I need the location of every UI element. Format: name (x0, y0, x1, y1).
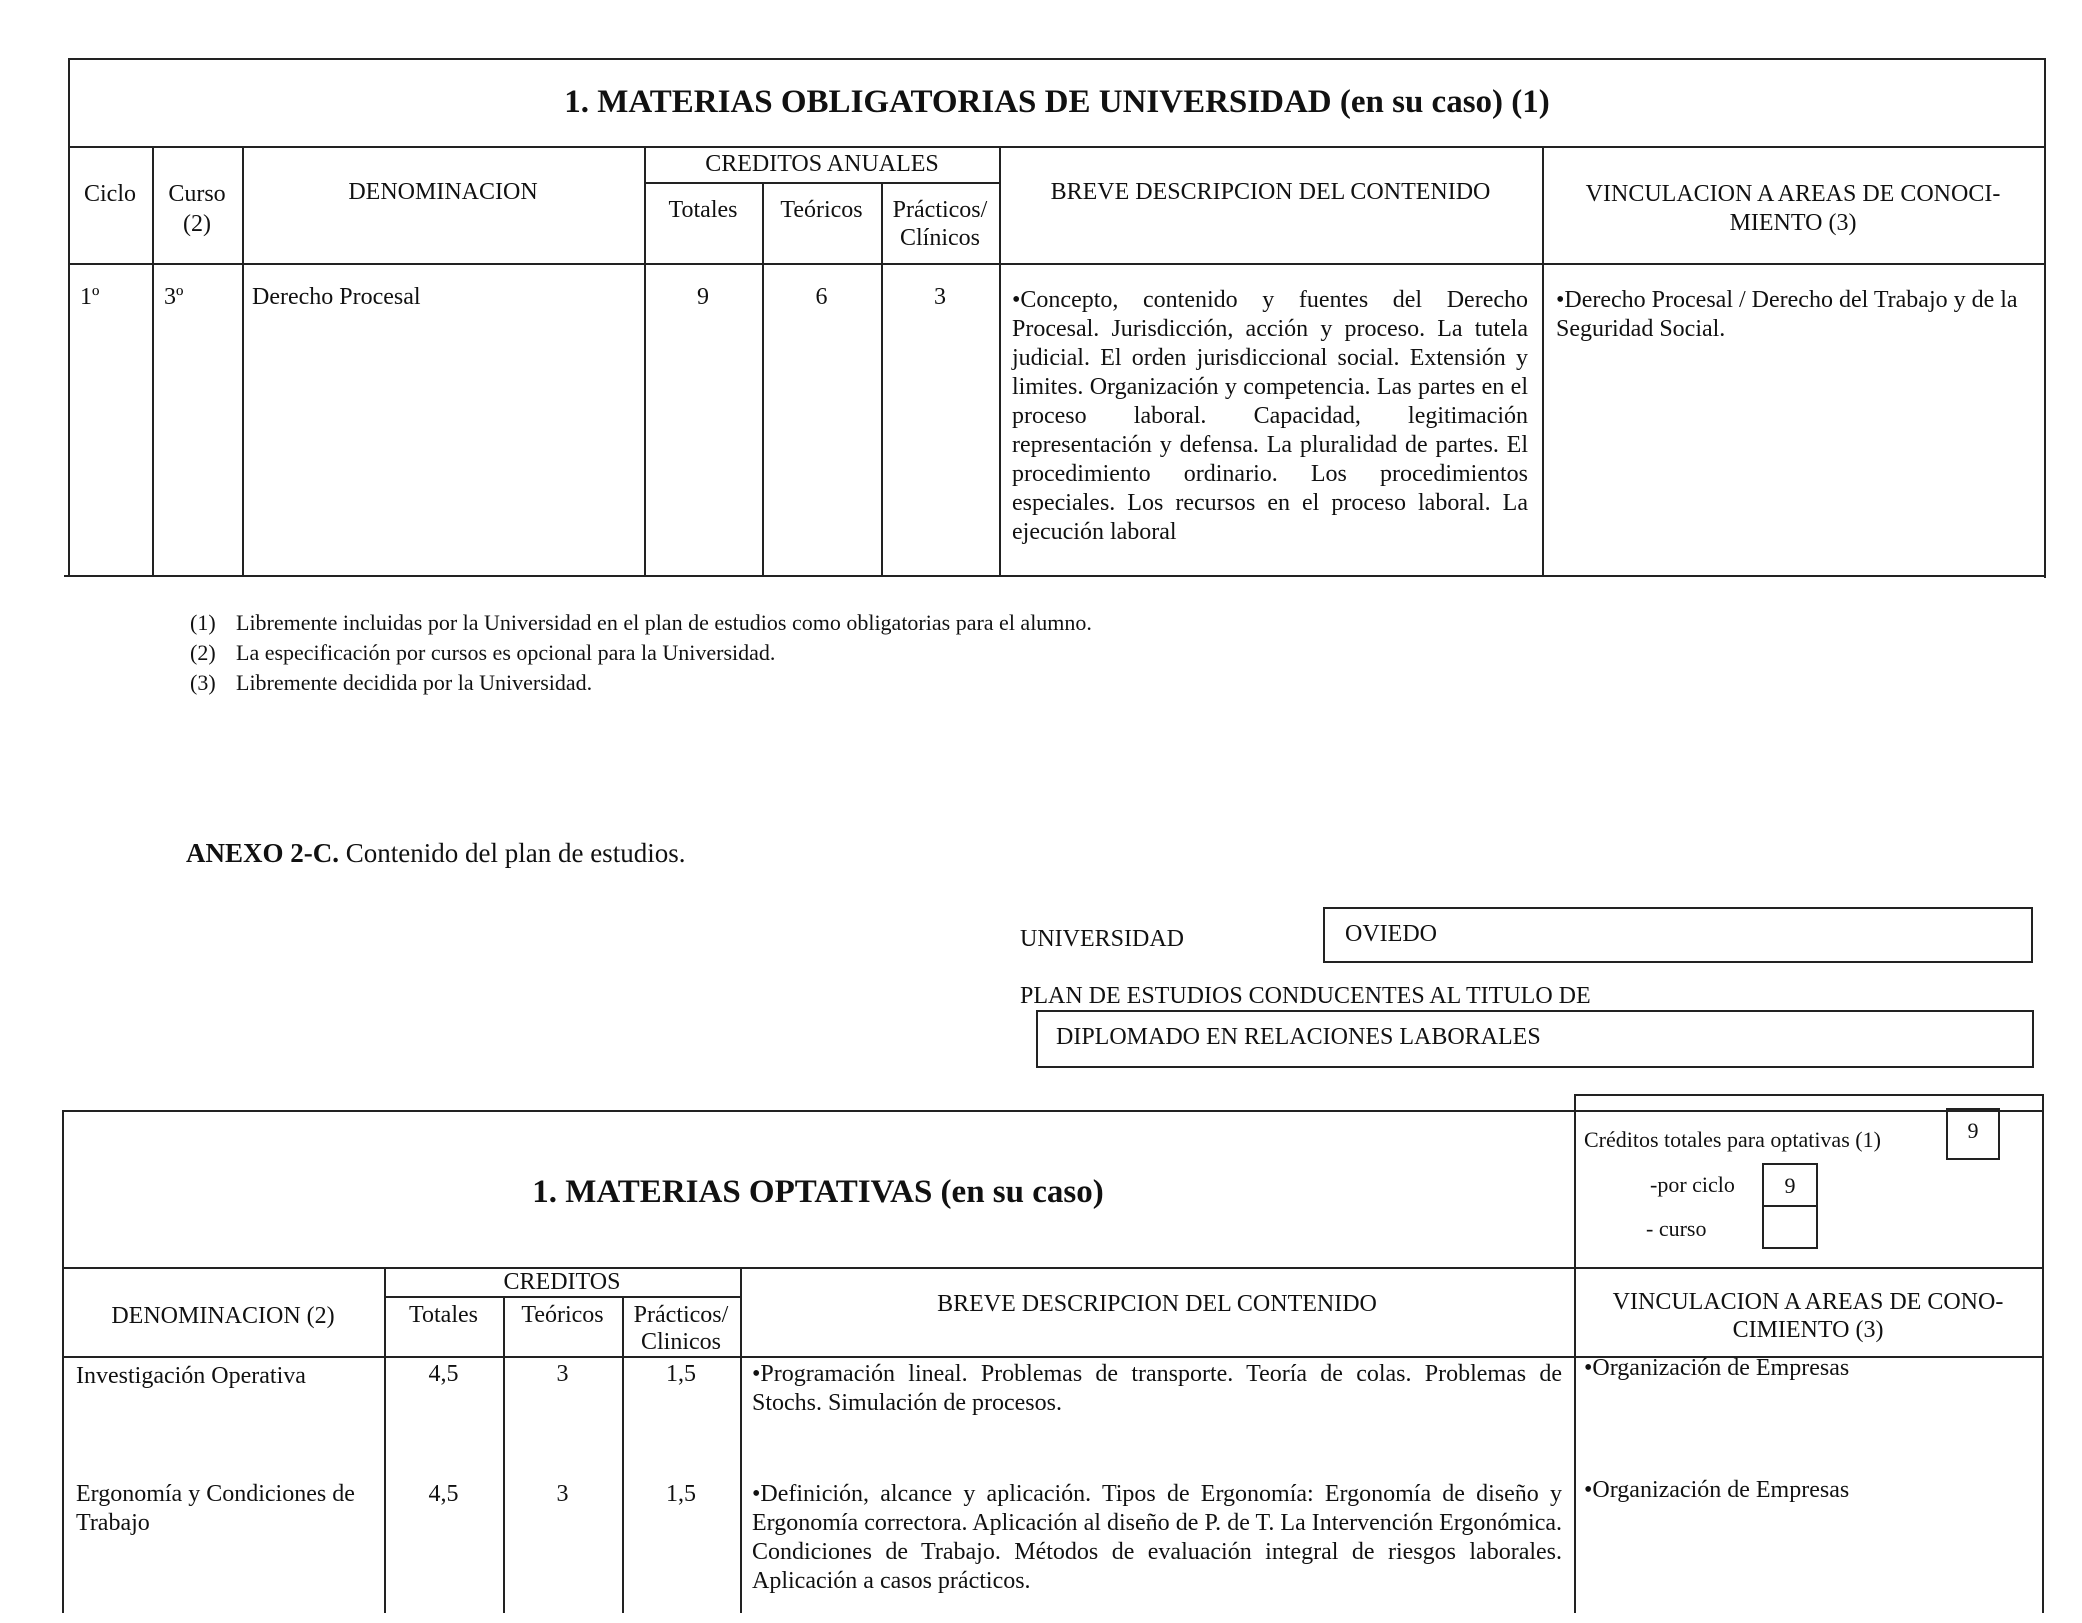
anexo-heading (186, 838, 685, 869)
table-row-practicos: 1,5 (666, 1361, 696, 1387)
por-ciclo-label: -por ciclo (1650, 1172, 1735, 1197)
table-row-descripcion: •Programación lineal. Problemas de transporte. Teoría de colas. Problemas de Stochs. Simulación de procesos. (752, 1361, 1562, 1416)
table-row-teoricos: 3 (556, 1481, 569, 1507)
universidad-label: UNIVERSIDAD (1020, 926, 1184, 952)
footnote-text: La especificación por cursos es opcional para la Universidad. (236, 640, 776, 665)
curso-label: - curso (1646, 1216, 1707, 1241)
table-row-descripcion: •Definición, alcance y aplicación. Tipos de Ergonomía: Ergonomía de diseño y Ergonomía correctora. Aplicación al diseño de P. de T. La Intervención Ergonómica. Condiciones de Trabajo. Métodos de evaluación integral de riesgos laborales. Aplicación a casos prácticos. (752, 1481, 1562, 1594)
por-ciclo-box (1762, 1163, 1818, 1207)
header2-vinculacion: VINCULACION A AREAS DE CONO- (1612, 1289, 2004, 1315)
table-row-vinculacion: •Organización de Empresas (1584, 1477, 1850, 1503)
header-denominacion: DENOMINACION (348, 179, 538, 205)
header2-denominacion: DENOMINACION (2) (111, 1303, 335, 1329)
table-row-totales: 4,5 (428, 1361, 459, 1387)
creditos-totales-box (1946, 1108, 2000, 1160)
footnote-1 (190, 608, 1390, 638)
row-denominacion: Derecho Procesal (252, 284, 421, 310)
table-row-teoricos: 3 (556, 1361, 569, 1387)
footnote-mark: (1) (190, 610, 216, 635)
anexo-label: ANEXO 2-C. (186, 838, 339, 868)
plan-field (1036, 1010, 2034, 1068)
plan-value: DIPLOMADO EN RELACIONES LABORALES (1056, 1024, 1541, 1050)
row-ciclo: 1º (80, 284, 100, 310)
table-row-vinculacion: •Organización de Empresas (1584, 1355, 1850, 1381)
header-curso: Curso (168, 181, 226, 207)
header2-teoricos: Teóricos (521, 1302, 604, 1328)
footnote-mark: (2) (190, 640, 216, 665)
table-row-practicos: 1,5 (666, 1481, 696, 1507)
universidad-value: OVIEDO (1345, 921, 1437, 947)
header-vinculacion: VINCULACION A AREAS DE CONOCI- (1585, 181, 2001, 207)
table-row-denominacion: Ergonomía y Condiciones de Trabajo (76, 1481, 355, 1536)
creditos-totales-value: 9 (1967, 1118, 1979, 1143)
table-row-denominacion: Investigación Operativa (76, 1363, 306, 1389)
table2-title: 1. MATERIAS OPTATIVAS (en su caso) (532, 1174, 1104, 1210)
header-ciclo: Ciclo (84, 181, 136, 207)
footnote-mark: (3) (190, 670, 216, 695)
plan-label: PLAN DE ESTUDIOS CONDUCENTES AL TITULO DE (1020, 983, 1591, 1009)
header-creditos-anuales: CREDITOS ANUALES (705, 151, 939, 177)
footnote-2 (190, 638, 1390, 668)
header2-practicos: Prácticos/ (633, 1302, 729, 1328)
header-curso-note: (2) (183, 211, 211, 237)
header2-creditos: CREDITOS (503, 1269, 621, 1295)
footnote-text: Libremente decidida por la Universidad. (236, 670, 593, 695)
table-row-totales: 4,5 (428, 1481, 459, 1507)
universidad-field (1323, 907, 2033, 963)
header-teoricos: Teóricos (780, 197, 863, 223)
anexo-text: Contenido del plan de estudios. (345, 838, 686, 868)
row-totales: 9 (697, 284, 709, 310)
header-practicos: Prácticos/ (892, 197, 988, 223)
curso-box (1762, 1205, 1818, 1249)
row-descripcion: •Concepto, contenido y fuentes del Derecho Procesal. Jurisdicción, acción y proceso. La tutela judicial. El orden jurisdiccional social. Extensión y limites. Organización y competencia. Las partes en el proceso laboral. Capacidad, legitimación representación y defensa. La pluralidad de partes. El procedimiento ordinario. Los procedimientos especiales. Los recursos en el proceso laboral. La ejecución laboral (1012, 287, 1528, 545)
footnote-3 (190, 668, 1390, 698)
row-practicos: 3 (934, 284, 946, 310)
header2-descripcion: BREVE DESCRIPCION DEL CONTENIDO (937, 1291, 1377, 1317)
por-ciclo-value: 9 (1784, 1173, 1796, 1198)
footnote-text: Libremente incluidas por la Universidad en el plan de estudios como obligatorias para el alumno. (236, 610, 1092, 635)
header-vinculacion-2: MIENTO (3) (1729, 210, 1857, 236)
header2-totales: Totales (409, 1302, 478, 1328)
header-descripcion: BREVE DESCRIPCION DEL CONTENIDO (1050, 179, 1491, 205)
header-clinicos: Clínicos (899, 225, 980, 251)
row-vinculacion: •Derecho Procesal / Derecho del Trabajo y de la Seguridad Social. (1556, 287, 2018, 342)
header2-vinculacion-2: CIMIENTO (3) (1732, 1317, 1884, 1343)
header-totales: Totales (668, 197, 738, 223)
table-title: 1. MATERIAS OBLIGATORIAS DE UNIVERSIDAD (en su caso) (1) (564, 84, 1550, 120)
creditos-totales-label: Créditos totales para optativas (1) (1584, 1127, 1881, 1152)
header2-clinicos: Clinicos (640, 1329, 721, 1355)
row-teoricos: 6 (815, 284, 828, 310)
row-curso: 3º (164, 284, 184, 310)
